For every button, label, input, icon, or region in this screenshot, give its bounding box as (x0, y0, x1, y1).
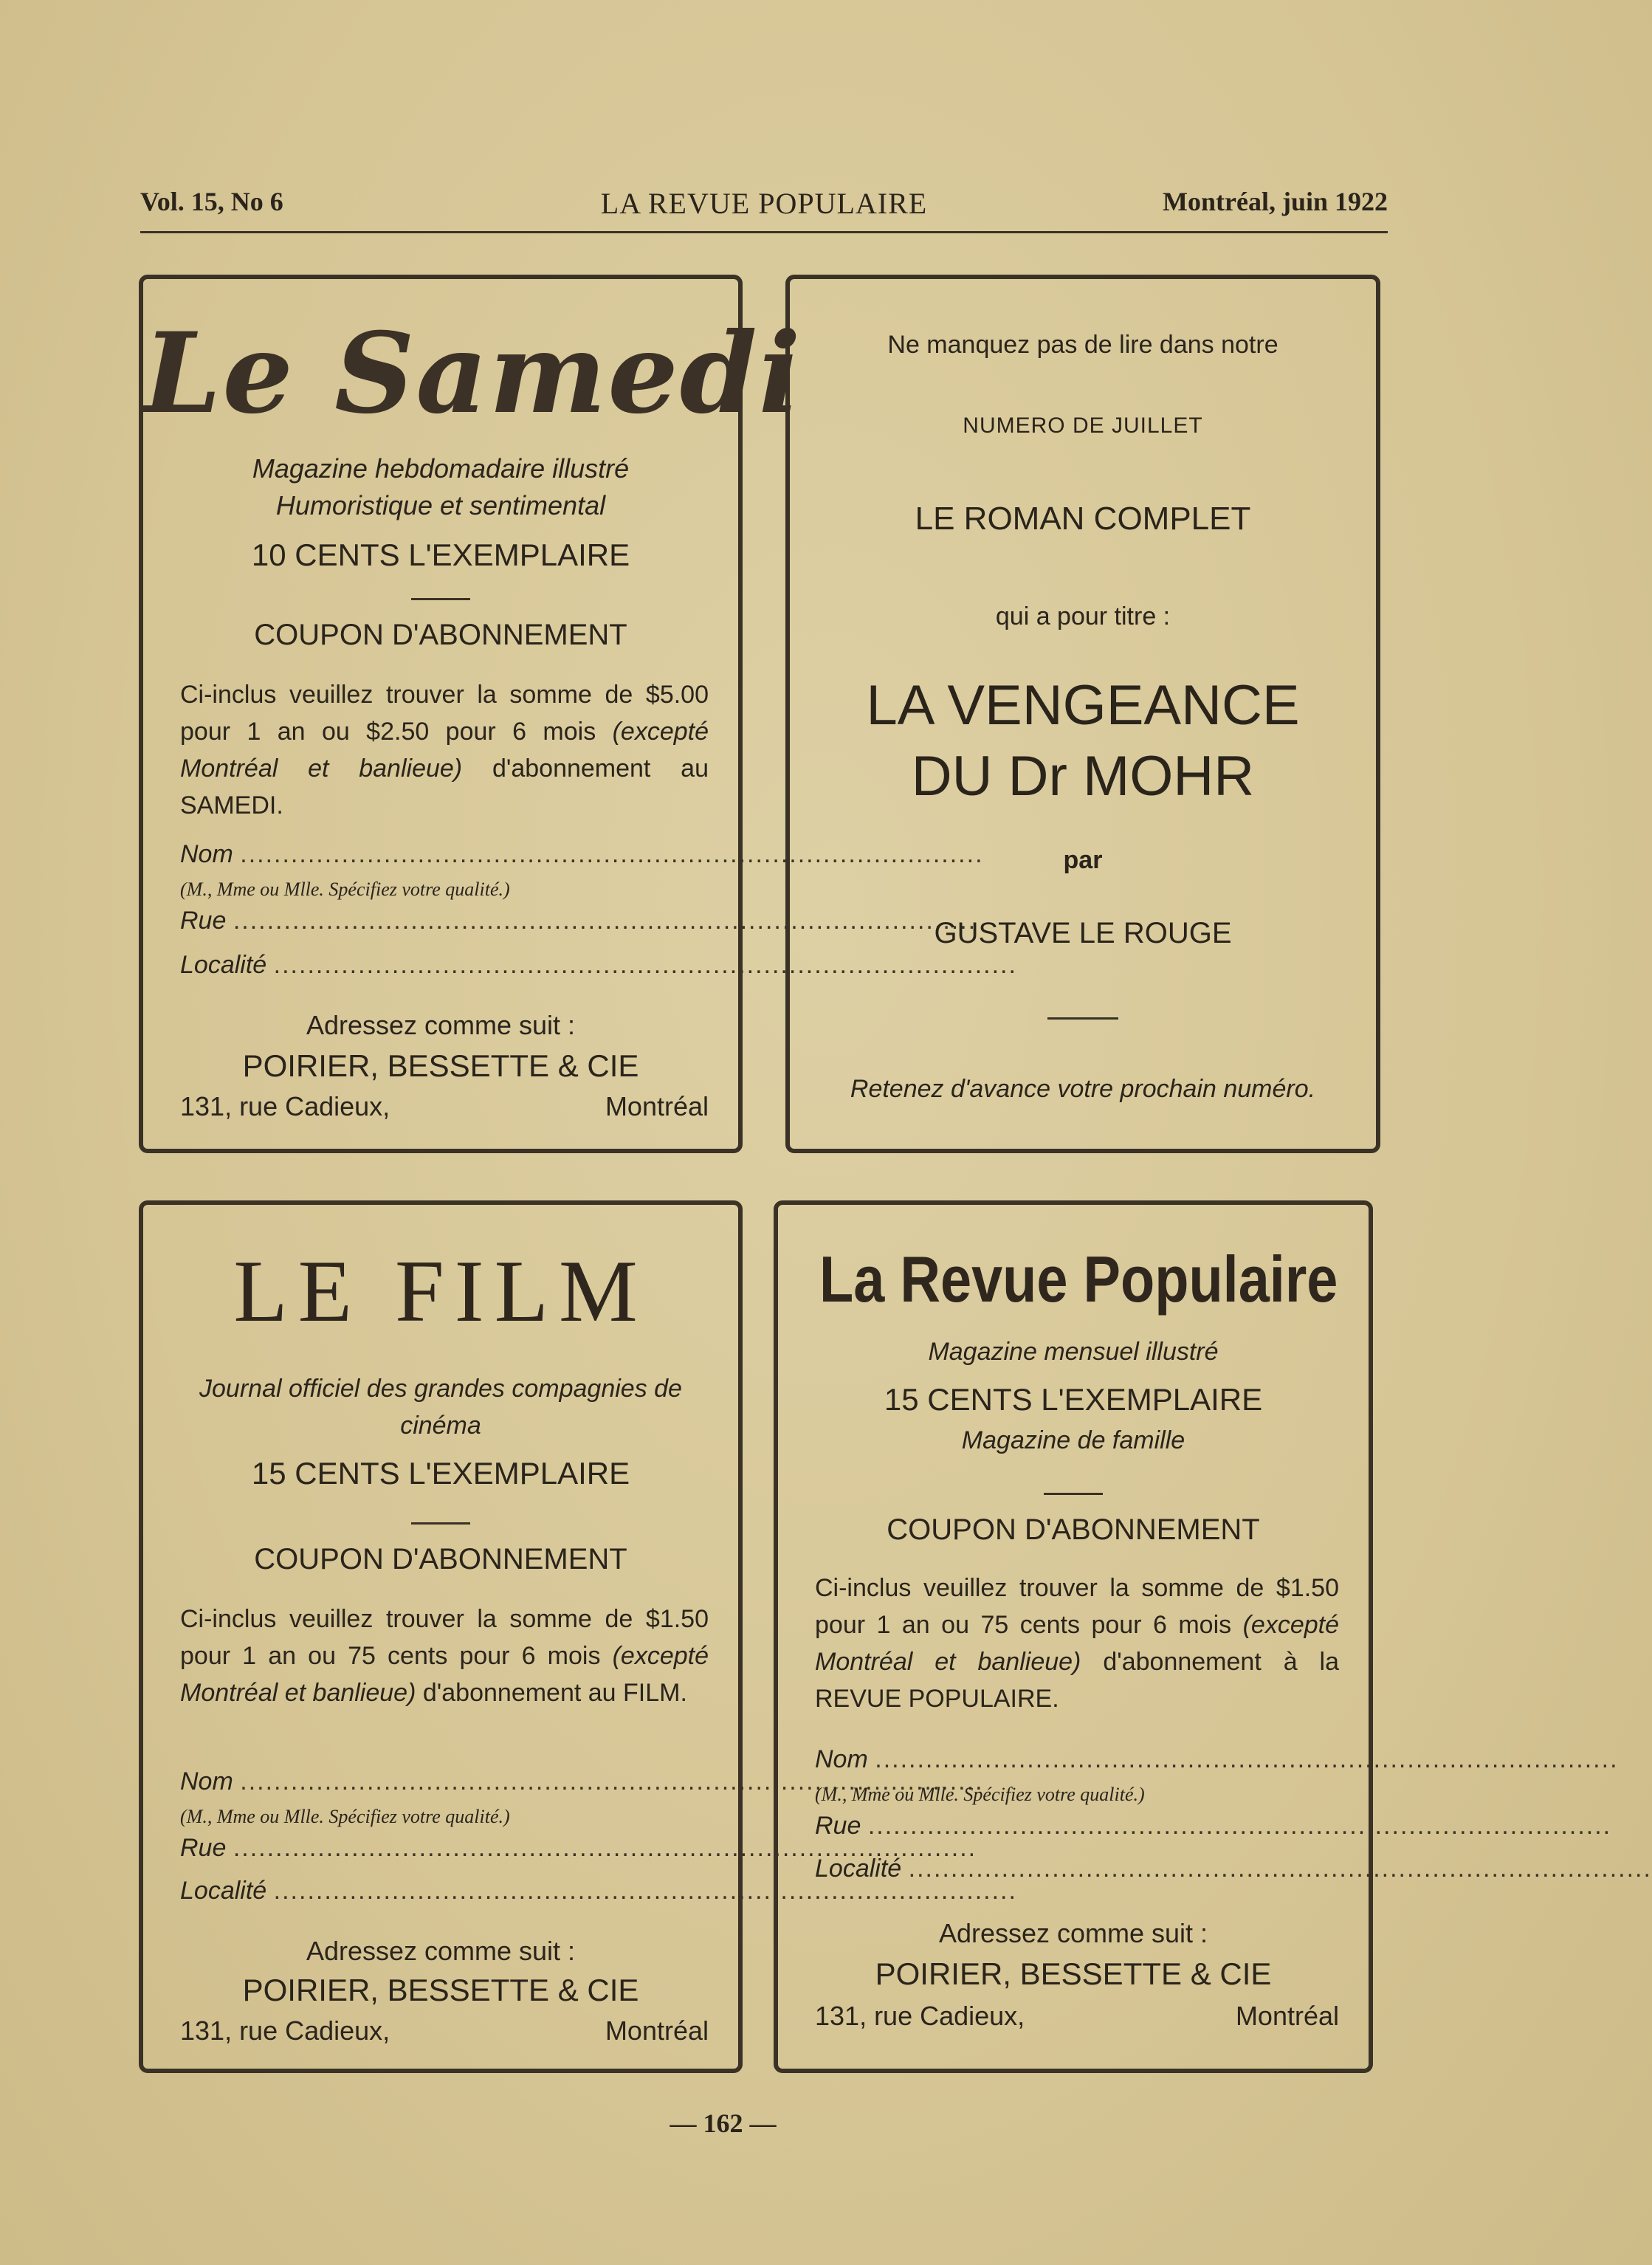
divider (1047, 1017, 1118, 1020)
film-logo: LE FILM (233, 1242, 648, 1340)
samedi-qualite-note: (M., Mme ou Mlle. Spécifiez votre qualité.) (180, 879, 510, 900)
film-subtitle: Journal officiel des grandes compagnies de (199, 1375, 682, 1403)
samedi-subtitle: Magazine hebdomadaire illustré (252, 453, 630, 484)
revue-populaire-advertisement (774, 1200, 1652, 2073)
vengeance-author: GUSTAVE LE ROUGE (934, 917, 1232, 949)
samedi-logo: Le Samedi (143, 309, 802, 439)
page-number: — 162 — (670, 2108, 777, 2138)
street: 131, rue Cadieux, (815, 2001, 1025, 2031)
localite-label: Localité (815, 1855, 902, 1883)
vengeance-roman: LE ROMAN COMPLET (915, 501, 1251, 537)
samedi-rue-field[interactable]: Rue ........................................................................................ (180, 907, 977, 935)
header-rule (140, 231, 1388, 233)
film-localite-field[interactable]: Localité ........................................................................................ (180, 1877, 1017, 1905)
coupon-text-c: d'abonnement à la REVUE POPULAIRE. (815, 1648, 1339, 1713)
vengeance-intro: Ne manquez pas de lire dans notre (887, 331, 1278, 359)
city: Montréal (605, 2015, 709, 2046)
coupon-text-b: (excepté Montréal et banlieue) (180, 1642, 709, 1707)
coupon-text-a: Ci-inclus veuillez trouver la somme de $5.00 pour 1 an ou $2.50 pour 6 mois (180, 681, 709, 746)
issue-date: Montréal, juin 1922 (1163, 187, 1388, 216)
vengeance-retenez: Retenez d'avance votre prochain numéro. (850, 1075, 1316, 1103)
vengeance-title-line-2: DU Dr MOHR (911, 745, 1255, 808)
vengeance-par: par (1063, 846, 1103, 874)
revue-rue-field[interactable]: Rue ........................................................................................ (815, 1812, 1612, 1840)
rue-label: Rue (180, 907, 227, 935)
film-qualite-note: (M., Mme ou Mlle. Spécifiez votre qualité.) (180, 1806, 510, 1827)
samedi-subtitle-2: Humoristique et sentimental (275, 490, 606, 520)
film-price: 15 CENTS L'EXEMPLAIRE (251, 1456, 630, 1491)
vengeance-issue: NUMERO DE JUILLET (963, 413, 1203, 438)
film-subtitle-2: cinéma (400, 1412, 481, 1440)
samedi-company: POIRIER, BESSETTE & CIE (242, 1048, 639, 1083)
revue-logo: La Revue Populaire (819, 1243, 1338, 1316)
samedi-adressez: Adressez comme suit : (306, 1010, 576, 1040)
film-nom-field[interactable]: Nom ........................................................................................ (180, 1767, 984, 1795)
divider (411, 1522, 470, 1525)
samedi-price: 10 CENTS L'EXEMPLAIRE (251, 537, 630, 572)
samedi-coupon-text (180, 676, 709, 824)
samedi-advertisement (139, 275, 1017, 1153)
street: 131, rue Cadieux, (180, 1091, 390, 1121)
film-coupon-heading: COUPON D'ABONNEMENT (254, 1543, 627, 1575)
localite-label: Localité (180, 951, 267, 979)
revue-localite-field[interactable]: Localité ........................................................................................ (815, 1855, 1652, 1883)
nom-label: Nom (180, 840, 233, 868)
coupon-text-b: (excepté Montréal et banlieue) (815, 1611, 1339, 1676)
film-advertisement (139, 1200, 1017, 2073)
revue-nom-field[interactable]: Nom ........................................................................................ (815, 1745, 1619, 1773)
coupon-text-b: (excepté Montréal et banlieue) (180, 718, 709, 783)
film-coupon-text (180, 1601, 709, 1711)
divider (411, 598, 470, 600)
city: Montréal (605, 1091, 709, 1121)
film-company: POIRIER, BESSETTE & CIE (242, 1973, 639, 2007)
revue-subtitle-2: Magazine de famille (961, 1426, 1185, 1454)
coupon-text-a: Ci-inclus veuillez trouver la somme de $1.50 pour 1 an ou 75 cents pour 6 mois (180, 1605, 709, 1670)
samedi-localite-field[interactable]: Localité ........................................................................................ (180, 951, 1017, 979)
revue-qualite-note: (M., Mme ou Mlle. Spécifiez votre qualité.) (815, 1784, 1145, 1805)
revue-subtitle: Magazine mensuel illustré (928, 1338, 1219, 1366)
revue-coupon-text (815, 1570, 1339, 1717)
city: Montréal (1235, 2001, 1339, 2031)
coupon-text-c: d'abonnement au FILM. (422, 1679, 687, 1707)
localite-label: Localité (180, 1877, 267, 1905)
samedi-nom-field[interactable]: Nom ........................................................................................ (180, 840, 984, 868)
coupon-text-a: Ci-inclus veuillez trouver la somme de $1.50 pour 1 an ou 75 cents pour 6 mois (815, 1574, 1339, 1639)
revue-coupon-heading: COUPON D'ABONNEMENT (887, 1513, 1260, 1546)
revue-price: 15 CENTS L'EXEMPLAIRE (884, 1382, 1263, 1417)
coupon-text-c: d'abonnement au SAMEDI. (180, 755, 709, 819)
film-adressez: Adressez comme suit : (306, 1936, 576, 1966)
film-rue-field[interactable]: Rue ........................................................................................ (180, 1834, 977, 1862)
vengeance-announcement (785, 275, 1380, 1153)
rue-label: Rue (180, 1834, 227, 1862)
journal-title: LA REVUE POPULAIRE (600, 187, 928, 220)
street: 131, rue Cadieux, (180, 2015, 390, 2046)
rue-label: Rue (815, 1812, 861, 1840)
samedi-coupon-heading: COUPON D'ABONNEMENT (254, 619, 627, 651)
revue-adressez: Adressez comme suit : (938, 1918, 1208, 1948)
nom-label: Nom (815, 1745, 868, 1773)
divider (1044, 1493, 1103, 1495)
vengeance-titre-label: qui a pour titre : (995, 602, 1171, 630)
running-header (140, 186, 1388, 223)
nom-label: Nom (180, 1767, 233, 1795)
revue-company: POIRIER, BESSETTE & CIE (875, 1956, 1272, 1991)
volume-number: Vol. 15, No 6 (140, 187, 283, 216)
vengeance-title-line-1: LA VENGEANCE (866, 674, 1300, 737)
